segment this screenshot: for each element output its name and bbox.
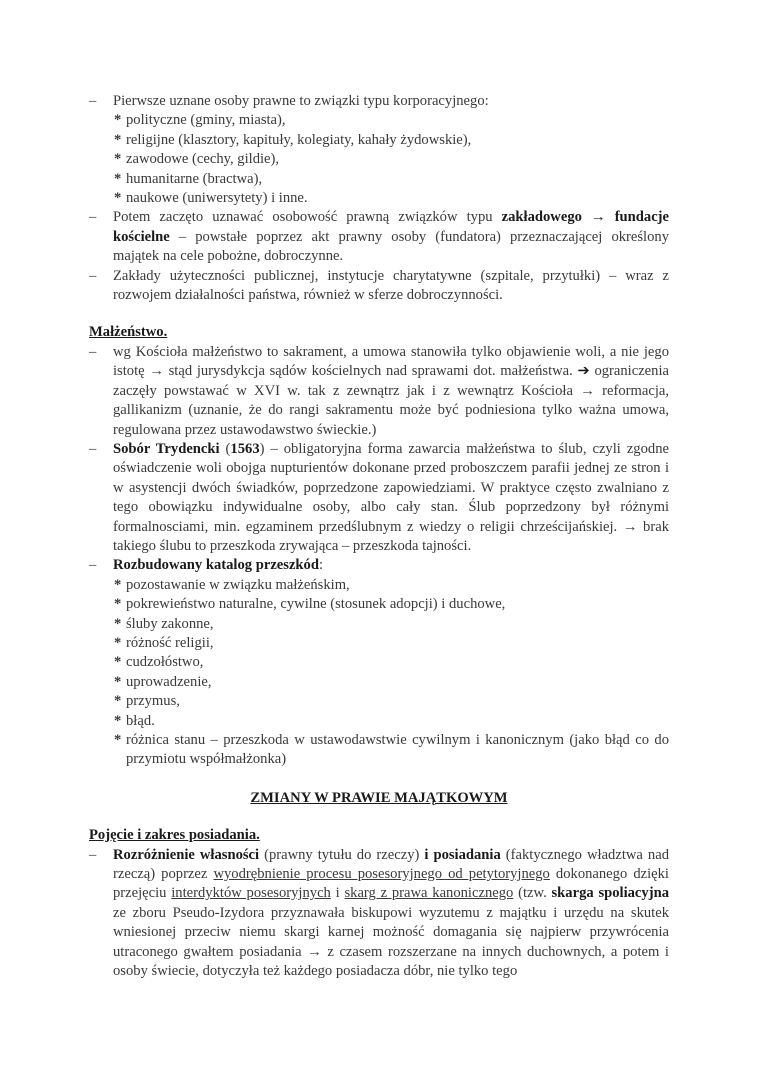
bold-term: Sobór Trydencki xyxy=(113,440,220,457)
sub-item-text: humanitarne (bractwa), xyxy=(126,170,263,187)
bold-term: zakładowego xyxy=(501,209,582,226)
sub-item xyxy=(114,576,669,595)
bold-term: Rozbudowany katalog przeszkód xyxy=(113,557,319,574)
item-text: ( xyxy=(219,440,231,457)
underlined-term: wyodrębnienie procesu posesoryjnego od petytoryjnego xyxy=(213,866,550,883)
sub-item xyxy=(114,653,669,672)
document-content xyxy=(89,92,669,981)
sub-item xyxy=(114,692,669,711)
list-item-corporations xyxy=(89,92,669,208)
dash-bullet: – xyxy=(89,93,97,109)
list-item-council-of-trent xyxy=(89,440,669,556)
sub-item-text: różnica stanu – przeszkoda w ustawodawstwie cywilnym i kanonicznym (jako błąd co do przymiotu współmałżonka) xyxy=(126,732,669,768)
dash-bullet: – xyxy=(89,557,97,574)
item-text: Pierwsze uznane osoby prawne to związki typu korporacyjnego: xyxy=(113,93,489,109)
sub-item xyxy=(114,615,669,634)
sub-item-text: uprowadzenie, xyxy=(126,673,212,690)
item-text: i xyxy=(330,885,345,902)
sub-item xyxy=(114,111,669,130)
star-bullet: * xyxy=(114,112,122,129)
sub-item-text: pozostawanie w związku małżeńskim, xyxy=(126,576,350,593)
list-item-ownership-possession xyxy=(89,846,669,982)
sub-item-text: cudzołóstwo, xyxy=(126,654,204,671)
star-bullet: * xyxy=(114,615,122,632)
sub-item-text: religijne (klasztory, kapituły, kolegiaty, kahały żydowskie), xyxy=(126,131,472,148)
sub-item-text: polityczne (gminy, miasta), xyxy=(126,112,286,129)
sub-item xyxy=(114,634,669,653)
sub-item xyxy=(114,712,669,731)
item-text: dokonanego dzięki przejęciu xyxy=(113,866,669,902)
bold-arrow-icon: ➔ xyxy=(577,363,590,380)
star-bullet: * xyxy=(114,151,122,168)
star-bullet: * xyxy=(114,576,122,593)
star-bullet: * xyxy=(114,732,122,748)
underlined-term: interdyktów posesoryjnych xyxy=(171,885,331,902)
item-text: (tzw. xyxy=(513,885,552,902)
sub-item xyxy=(114,150,669,169)
item-text: Zakłady użyteczności publicznej, instytucje charytatywne (szpitale, przytułki) – wraz z rozwojem działalności państwa, również w sferze dobroczynności. xyxy=(113,267,669,304)
sub-item xyxy=(114,131,669,150)
sub-item-text: śluby zakonne, xyxy=(126,615,214,632)
bold-year: 1563 xyxy=(230,440,260,457)
star-bullet: * xyxy=(114,654,122,671)
list-item-foundations xyxy=(89,208,669,266)
dash-bullet: – xyxy=(89,209,97,226)
list-item-impediments xyxy=(89,556,669,769)
star-bullet: * xyxy=(114,673,122,690)
sub-item-text: zawodowe (cechy, gildie), xyxy=(126,151,280,168)
sub-item xyxy=(114,170,669,189)
star-bullet: * xyxy=(114,170,122,187)
star-bullet: * xyxy=(114,634,122,651)
sub-item-text: pokrewieństwo naturalne, cywilne (stosunek adopcji) i duchowe, xyxy=(126,596,506,613)
item-text: Potem zaczęto uznawać osobowość prawną związków typu xyxy=(113,209,502,226)
sub-item-text: różność religii, xyxy=(126,634,214,651)
bold-term: fundacje kościelne xyxy=(113,209,670,245)
list-item-public-institutions xyxy=(89,267,669,306)
list-item-sacrament xyxy=(89,343,669,440)
item-text: ) – obligatoryjna forma zawarcia małżeństwa to ślub, czyli zgodne oświadczenie woli obojga nupturientów dokonane przed proboszczem parafii jednej ze stron i w asystencji dwóch świadków, poprzedzone zapowiedziami. W praktyce często zwalniano z tego obowiązku indywidualne osoby, albo cały stan. Ślub poprzedzony był różnymi formalnosciami, min. egzaminem przedślubnym z wiedzy o religii chrześcijańskiej. → brak takiego ślubu to przeszkoda zrywająca – przeszkoda tajności. xyxy=(113,440,669,554)
star-bullet: * xyxy=(114,712,122,729)
sub-item xyxy=(114,673,669,692)
dash-bullet: – xyxy=(89,440,97,457)
dash-bullet: – xyxy=(89,343,97,360)
bold-term: i posiadania xyxy=(424,846,501,863)
arrow-symbol: → xyxy=(581,209,615,226)
sub-item xyxy=(114,189,669,208)
item-text: (prawny tytułu do rzeczy) xyxy=(259,846,425,863)
sub-item-text: naukowe (uniwersytety) i inne. xyxy=(126,190,308,207)
sub-list-impediments xyxy=(113,576,669,770)
item-text: ze zboru Pseudo-Izydora przyznawała biskupowi wyzutemu z majątku i urzędu na skutek wniesionej przeciw niemu skargi karnej możność domagania się najpierw przywrócenia utraconego gwałtem posiadania → z czasem rozszerzane na innych duchownych, a potem i osoby świecie, dotyczyła też każdego posiadacza dóbr, nie tylko tego xyxy=(113,904,669,980)
sub-item-text: błąd. xyxy=(126,712,155,729)
sub-item xyxy=(114,731,669,770)
underlined-term: skarg z prawa kanonicznego xyxy=(344,885,514,902)
item-text: – powstałe poprzez akt prawny osoby (fundatora) przeznaczającej określony majątek na cele pobożne, dobroczynne. xyxy=(113,228,669,265)
star-bullet: * xyxy=(114,131,122,148)
item-text: ograniczenia zaczęły powstawać w XVI w. tak z zewnątrz jak i z wewnątrz Kościoła → reformacja, gallikanizm (uznanie, że do rangi sakramentu może być podniesiona tylko ważna umowa, regulowana przez ustawodawstwo świeckie.) xyxy=(113,363,669,438)
item-text: : xyxy=(318,557,324,574)
star-bullet: * xyxy=(114,190,122,207)
item-text: wg Kościoła małżeństwo to sakrament, a umowa stanowiła tylko objawienie woli, a nie jego istotę → stąd jurysdykcja sądów kościelnych nad sprawami dot. małżeństwa. xyxy=(113,343,669,380)
dash-bullet: – xyxy=(89,267,97,284)
star-bullet: * xyxy=(114,693,122,710)
sub-item xyxy=(114,595,669,614)
item-text: (faktycznego władztwa nad rzeczą) poprzez xyxy=(113,846,669,883)
section-heading-possession: Pojęcie i zakres posiadania. xyxy=(89,827,260,844)
star-bullet: * xyxy=(114,596,122,613)
sub-list-corporations xyxy=(113,111,669,208)
dash-bullet: – xyxy=(89,846,97,863)
bold-term: skarga spoliacyjna xyxy=(551,885,669,902)
section-heading-marriage: Małżeństwo. xyxy=(89,324,168,341)
bold-term: Rozróżnienie własności xyxy=(113,846,260,863)
chapter-title: ZMIANY W PRAWIE MAJĄTKOWYM xyxy=(250,789,508,806)
sub-item-text: przymus, xyxy=(126,693,180,710)
